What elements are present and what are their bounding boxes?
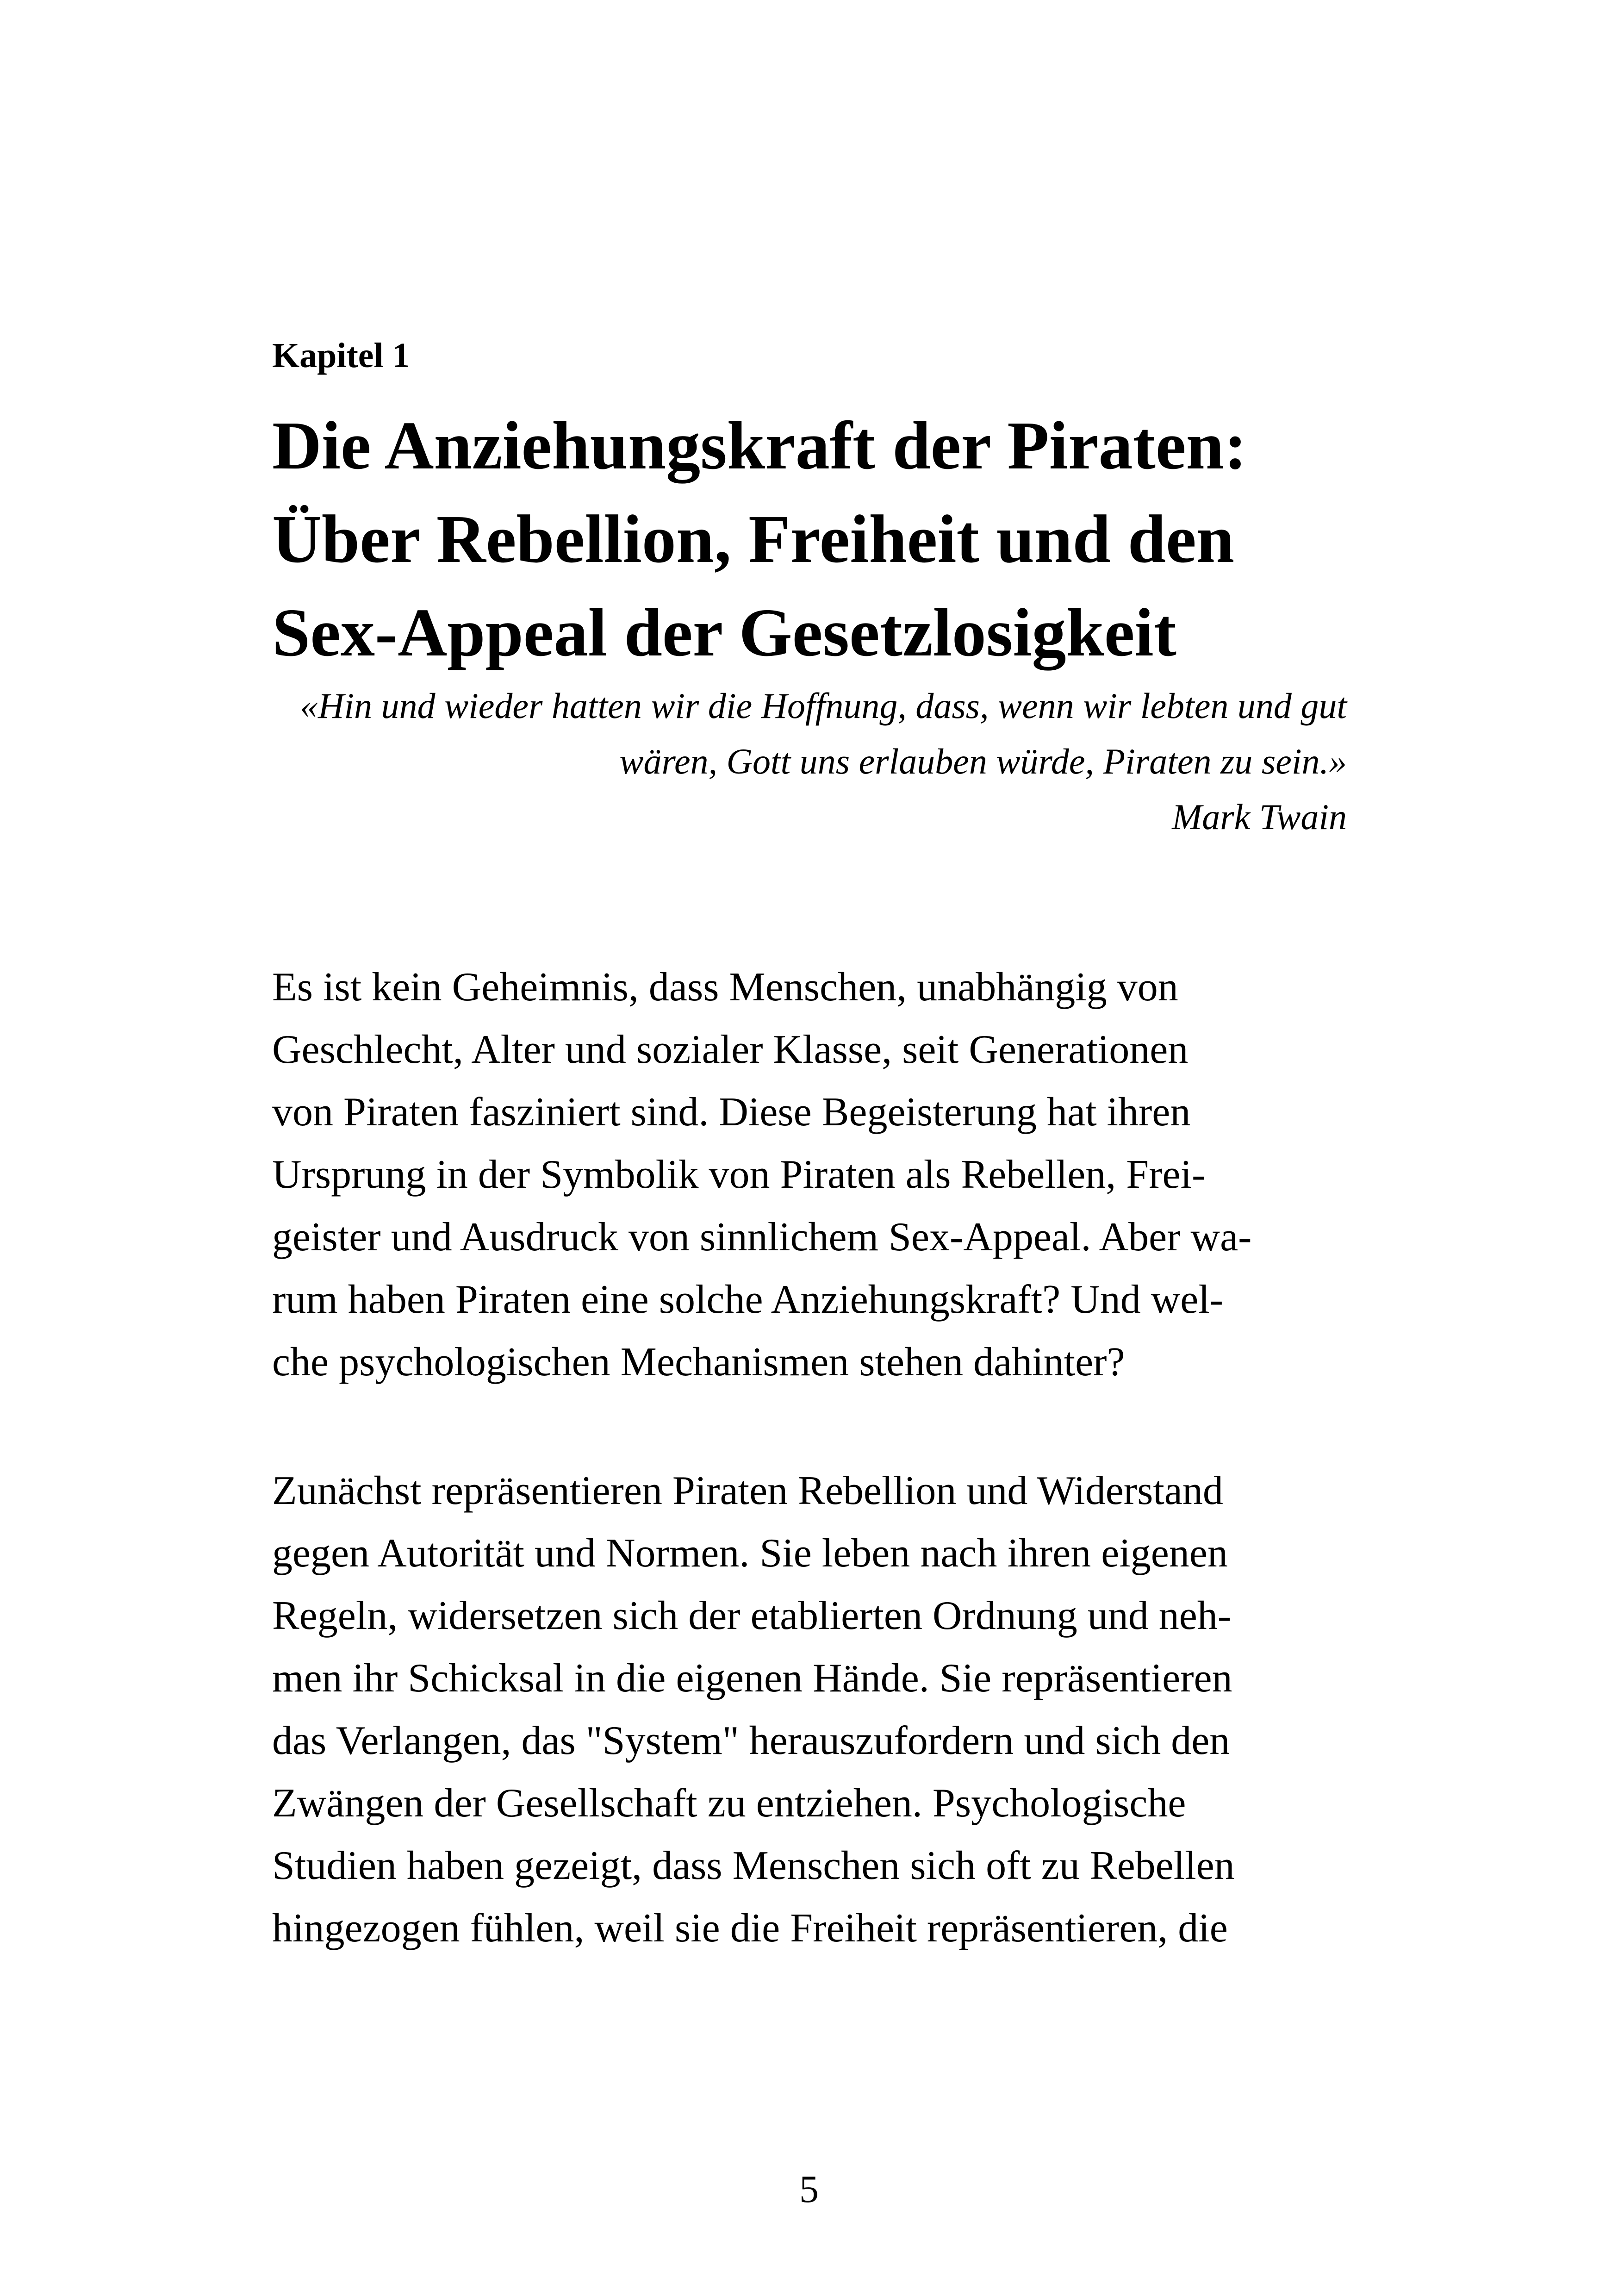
body-paragraph: [272, 1460, 1350, 1959]
text-line: von Piraten fasziniert sind. Diese Begeisterung hat ihren: [272, 1090, 1191, 1135]
text-line: Regeln, widersetzen sich der etablierten Ordnung und neh-: [272, 1593, 1232, 1638]
epigraph: [278, 678, 1347, 845]
text-line: gegen Autorität und Normen. Sie leben nach ihren eigenen: [272, 1531, 1228, 1576]
text-line: rum haben Piraten eine solche Anziehungskraft? Und wel-: [272, 1277, 1224, 1322]
epigraph-line: wären, Gott uns erlauben würde, Piraten zu sein.»: [619, 741, 1347, 781]
chapter-label: Kapitel 1: [272, 336, 410, 375]
page-number: 5: [799, 2168, 819, 2211]
text-line: Es ist kein Geheimnis, dass Menschen, unabhängig von: [272, 965, 1178, 1010]
text-line: Ursprung in der Symbolik von Piraten als Rebellen, Frei-: [272, 1152, 1206, 1197]
text-line: Zwängen der Gesellschaft zu entziehen. Psychologische: [272, 1781, 1186, 1826]
epigraph-line: «Hin und wieder hatten wir die Hoffnung, dass, wenn wir lebten und gut: [300, 686, 1347, 726]
text-line: Zunächst repräsentieren Piraten Rebellion und Widerstand: [272, 1468, 1223, 1513]
text-line: men ihr Schicksal in die eigenen Hände. Sie repräsentieren: [272, 1656, 1232, 1701]
text-line: Geschlecht, Alter und sozialer Klasse, seit Generationen: [272, 1027, 1189, 1072]
text-line: geister und Ausdruck von sinnlichem Sex-Appeal. Aber wa-: [272, 1215, 1252, 1260]
epigraph-author: Mark Twain: [1172, 797, 1347, 837]
chapter-title-line: Sex-Appeal der Gesetzlosigkeit: [272, 595, 1176, 671]
chapter-title-line: Über Rebellion, Freiheit und den: [272, 501, 1235, 577]
body-paragraph: [272, 956, 1350, 1393]
chapter-title: [272, 399, 1429, 680]
text-line: Studien haben gezeigt, dass Menschen sich oft zu Rebellen: [272, 1843, 1235, 1888]
chapter-title-line: Die Anziehungskraft der Piraten:: [272, 408, 1247, 484]
text-line: das Verlangen, das "System" herauszufordern und sich den: [272, 1718, 1230, 1763]
text-line: hingezogen fühlen, weil sie die Freiheit repräsentieren, die: [272, 1906, 1228, 1951]
text-line: che psychologischen Mechanismen stehen dahinter?: [272, 1340, 1125, 1385]
